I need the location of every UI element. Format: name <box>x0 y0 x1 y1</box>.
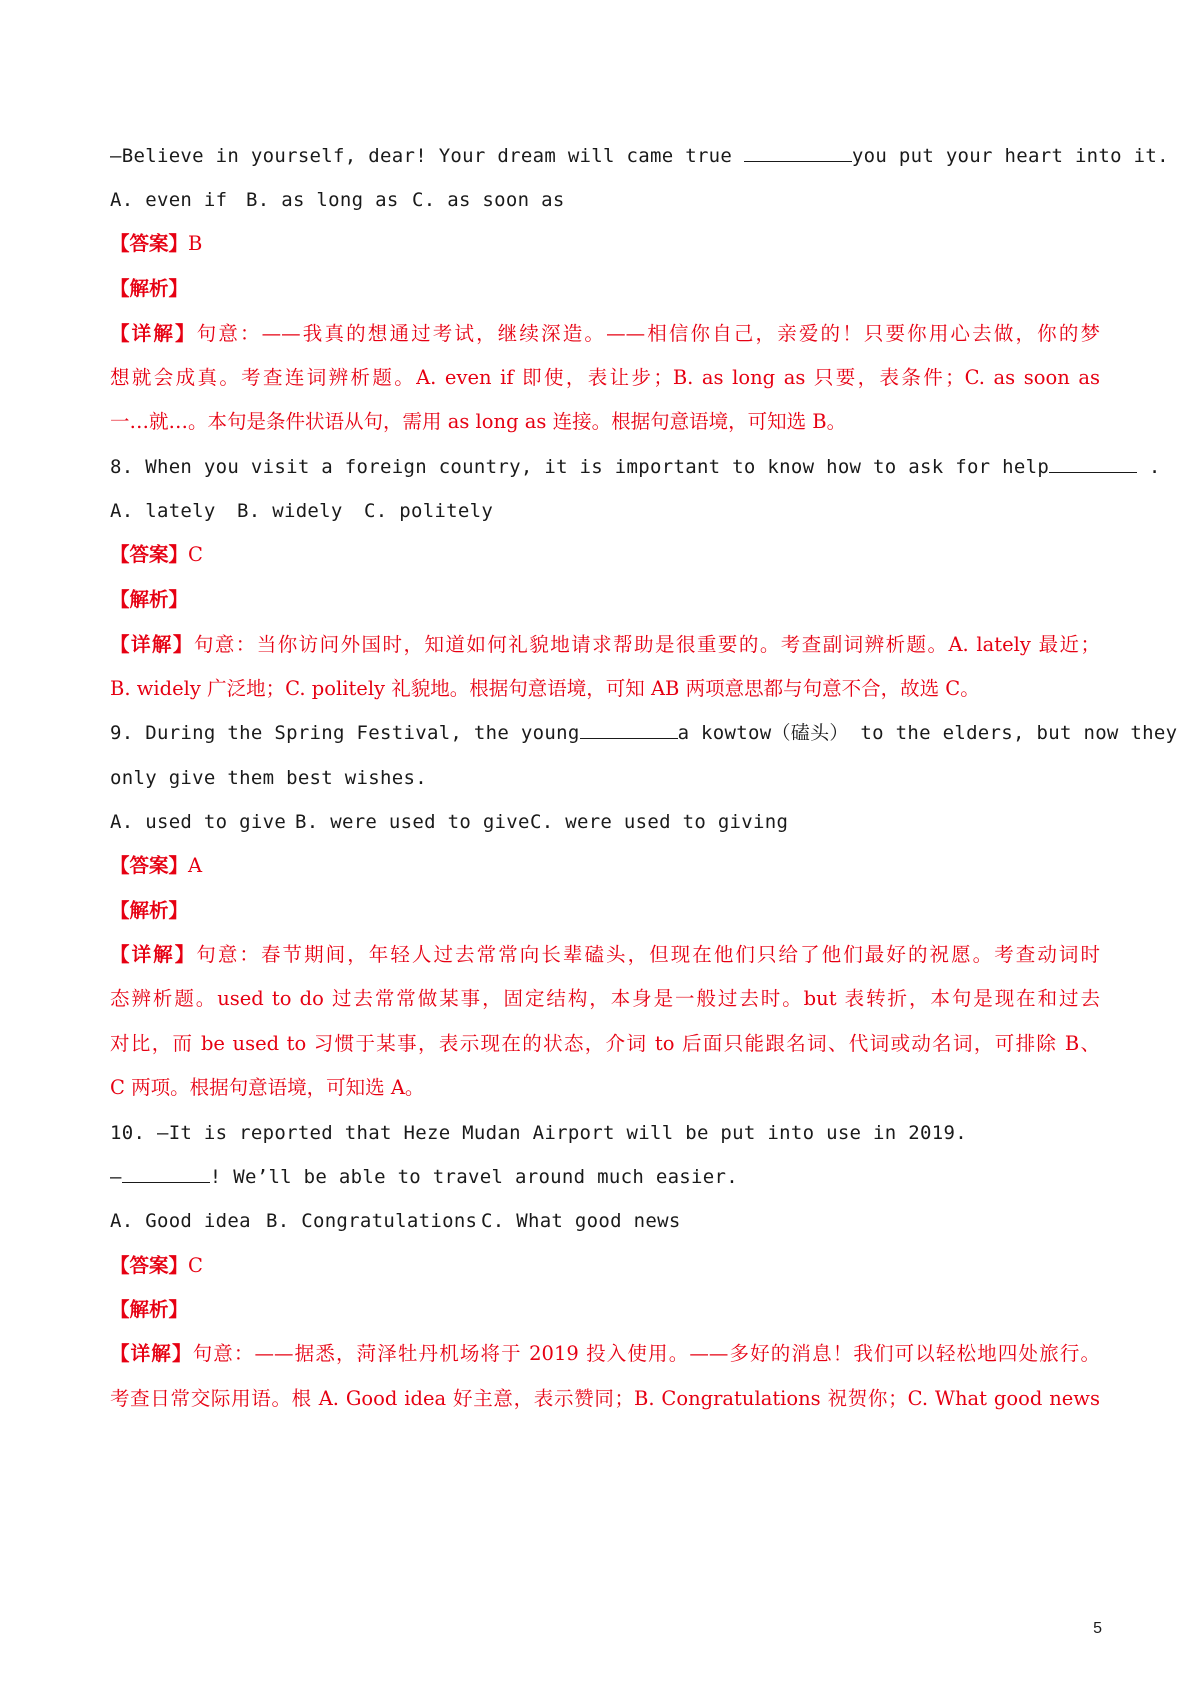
q8-option-b: B. widely <box>237 500 343 522</box>
q8-analysis-label: 【解析】 <box>110 588 189 611</box>
q10-answer-value: C <box>188 1254 203 1277</box>
q8-detail-line-2: B. widely 广泛地；C. politely 礼貌地。根据句意语境，可知 AB 两项意思都与句意不合，故选 C。 <box>110 677 980 700</box>
q7-stem-before: —Believe in yourself, dear! Your dream will came true <box>110 145 744 167</box>
q9-answer <box>110 852 1100 880</box>
q8-stem-after: . <box>1137 456 1161 478</box>
q8-detail-label: 【详解】 <box>110 633 194 656</box>
q9-option-a: A. used to give <box>110 811 287 833</box>
q9-detail-line-2: 态辨析题。used to do 过去常常做某事，固定结构，本身是一般过去时。but 表转折，本句是现在和过去 <box>110 987 1100 1010</box>
q7-answer-label: 【答案】 <box>110 232 189 255</box>
q7-analysis-label: 【解析】 <box>110 277 189 300</box>
q7-option-c: C. as soon as <box>412 189 565 211</box>
q10-stem-after: ! We’ll be able to travel around much easier. <box>209 1166 739 1188</box>
q10-options <box>110 1207 1100 1235</box>
q9-stem-before: 9. During the Spring Festival, the young <box>110 722 580 744</box>
page-number: 5 <box>1093 1620 1102 1637</box>
q9-stem-after: a kowtow（磕头） to the elders, but now they <box>677 722 1178 744</box>
q8-option-a: A. lately <box>110 500 216 522</box>
q7-answer <box>110 230 1100 258</box>
q9-options <box>110 808 1100 836</box>
q8-stem <box>110 453 1161 481</box>
q10-analysis-label: 【解析】 <box>110 1298 189 1321</box>
q9-stem <box>110 719 1178 747</box>
q10-detail-text-1: 句意：——据悉，菏泽牡丹机场将于 2019 投入使用。——多好的消息！我们可以轻松地四处旅行。 <box>192 1342 1100 1365</box>
q10-stem-dash: — <box>110 1166 122 1188</box>
q9-detail-line-1 <box>110 941 1100 969</box>
q7-answer-value: B <box>188 232 203 255</box>
q7-stem-after: you put your heart into it. <box>851 145 1169 167</box>
q10-detail-line-1 <box>110 1340 1100 1368</box>
q9-detail-line-3: 对比，而 be used to 习惯于某事，表示现在的状态，介词 to 后面只能跟名词、代词或动名词，可排除 B、 <box>110 1032 1100 1055</box>
q8-detail-text-1: 句意：当你访问外国时，知道如何礼貌地请求帮助是很重要的。考查副词辨析题。A. lately 最近； <box>193 633 1100 656</box>
q9-answer-value: A <box>188 854 203 877</box>
q10-option-a: A. Good idea <box>110 1210 251 1232</box>
q8-stem-before: 8. When you visit a foreign country, it is important to know how to ask for help <box>110 456 1050 478</box>
q10-answer-label: 【答案】 <box>110 1254 189 1277</box>
q9-answer-label: 【答案】 <box>110 854 189 877</box>
q7-options <box>110 186 1100 214</box>
q10-blank <box>122 1164 210 1183</box>
q9-analysis-label: 【解析】 <box>110 899 189 922</box>
q7-option-a: A. even if <box>110 189 228 211</box>
q8-answer <box>110 541 1100 569</box>
q10-option-c: C. What good news <box>481 1210 681 1232</box>
q10-stem-line-2 <box>110 1163 1100 1191</box>
q8-answer-value: C <box>188 543 203 566</box>
q9-detail-label: 【详解】 <box>110 943 197 966</box>
q9-option-c: C. were used to giving <box>530 811 789 833</box>
q9-detail-line-4: C 两项。根据句意语境，可知选 A。 <box>110 1076 425 1099</box>
q8-answer-label: 【答案】 <box>110 543 189 566</box>
q8-option-c: C. politely <box>364 500 494 522</box>
q7-detail-line-1 <box>110 320 1100 348</box>
q7-blank <box>744 143 852 162</box>
q10-stem-line-1: 10. —It is reported that Heze Mudan Airport will be put into use in 2019. <box>110 1122 967 1144</box>
q10-answer <box>110 1252 1100 1280</box>
q8-blank <box>1049 454 1137 473</box>
q9-option-b: B. were used to give <box>295 811 530 833</box>
q7-detail-text-1: 句意：——我真的想通过考试，继续深造。——相信你自己，亲爱的！只要你用心去做，你的梦 <box>196 322 1100 345</box>
q7-detail-line-3: 一…就…。本句是条件状语从句，需用 as long as 连接。根据句意语境，可知选 B。 <box>110 410 847 433</box>
q7-detail-label: 【详解】 <box>110 322 197 345</box>
q10-option-b: B. Congratulations <box>266 1210 478 1232</box>
q7-option-b: B. as long as <box>246 189 399 211</box>
q7-stem <box>110 142 1169 170</box>
q7-detail-line-2: 想就会成真。考查连词辨析题。A. even if 即使，表让步；B. as long as 只要，表条件；C. as soon as <box>110 366 1100 389</box>
q9-stem-line-2: only give them best wishes. <box>110 767 427 789</box>
q10-detail-line-2: 考查日常交际用语。根 A. Good idea 好主意，表示赞同；B. Congratulations 祝贺你；C. What good news <box>110 1387 1100 1410</box>
q9-detail-text-1: 句意：春节期间，年轻人过去常常向长辈磕头，但现在他们只给了他们最好的祝愿。考查动词时 <box>196 943 1100 966</box>
q8-detail-line-1 <box>110 631 1100 659</box>
q10-detail-label: 【详解】 <box>110 1342 193 1365</box>
q8-options <box>110 497 1100 525</box>
q9-blank <box>580 720 678 739</box>
